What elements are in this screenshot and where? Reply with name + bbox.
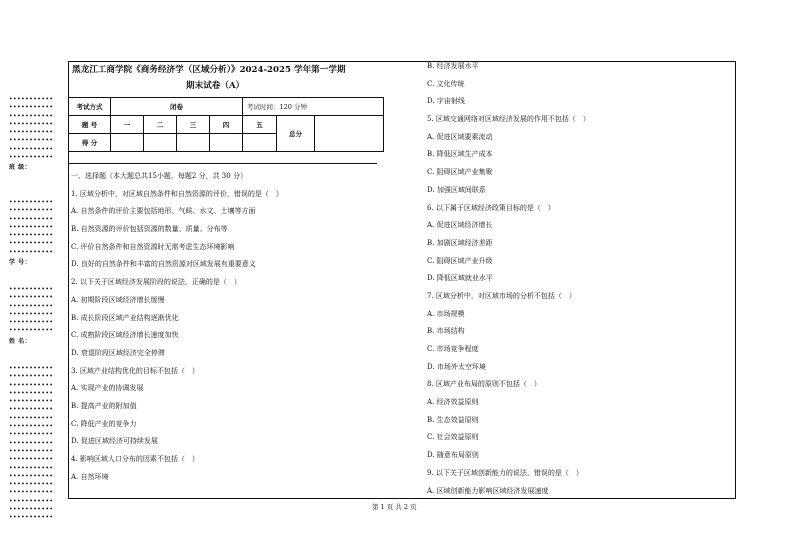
question-no-label: 题 号 bbox=[69, 116, 111, 134]
binding-dots: ••••••••••• bbox=[9, 302, 54, 310]
binding-dots: ••••••••••• bbox=[9, 286, 54, 293]
exam-mode-label: 考试方式 bbox=[69, 98, 111, 116]
binding-dots: ••••••••••• bbox=[9, 472, 54, 480]
binding-dots: ••••••••••• bbox=[9, 104, 54, 112]
question-no: 四 bbox=[210, 116, 243, 134]
question-line: 2. 以下关于区域经济发展阶段的说法，正确的是（ ） bbox=[71, 278, 241, 287]
question-line: C. 阻碍区域产业升级 bbox=[427, 256, 493, 265]
score-cell[interactable] bbox=[144, 134, 177, 152]
question-line: A. 区域创新能力影响区域经济发展速度 bbox=[427, 486, 549, 495]
binding-dots: ••••••••••• bbox=[9, 145, 54, 153]
total-score-cell[interactable] bbox=[315, 116, 384, 152]
binding-dots: ••••••••••• bbox=[9, 120, 54, 128]
left-column bbox=[71, 168, 283, 486]
binding-dots: ••••••••••• bbox=[9, 96, 54, 103]
question-line: 4. 影响区域人口分布的因素不包括（ ） bbox=[71, 455, 199, 463]
question-line: A. 促进区域经济增长 bbox=[427, 221, 493, 230]
binding-id bbox=[9, 199, 53, 273]
question-line: A. 实现产业的协调发展 bbox=[71, 384, 144, 393]
question-line: C. 市场竞争程度 bbox=[427, 345, 479, 353]
binding-dots: ••••••••••• bbox=[9, 310, 54, 318]
exam-time: 考试时间：120 分钟 bbox=[243, 98, 384, 116]
question-no: 三 bbox=[177, 116, 210, 134]
binding-dots: ••••••••••• bbox=[9, 514, 54, 522]
question-no: 一 bbox=[111, 116, 144, 134]
score-cell[interactable] bbox=[177, 134, 210, 152]
exam-title: 黑龙江工商学院《商务经济学（区域分析）》2024-2025 学年第一学期 bbox=[72, 65, 346, 75]
binding-dots: ••••••••••• bbox=[9, 223, 54, 231]
page-footer: 第 1 页 共 2 页 bbox=[372, 503, 417, 511]
question-line: C. 社会效益原则 bbox=[427, 433, 479, 442]
binding-dots bbox=[9, 365, 53, 523]
divider bbox=[68, 163, 377, 164]
question-line: 6. 以下属于区域经济政策目标的是（ ） bbox=[427, 203, 555, 212]
binding-dots: ••••••••••• bbox=[9, 414, 54, 422]
binding-class bbox=[9, 96, 53, 179]
question-line: C. 评价自然条件和自然资源时无需考虑生态环境影响 bbox=[71, 242, 235, 251]
binding-dots: ••••••••••• bbox=[9, 373, 54, 381]
binding-name bbox=[9, 286, 53, 352]
binding-dots: ••••••••••• bbox=[9, 489, 54, 497]
binding-dots: ••••••••••• bbox=[9, 112, 54, 120]
question-line: B. 加剧区域经济差距 bbox=[427, 238, 493, 247]
binding-dots: ••••••••••• bbox=[9, 423, 54, 431]
question-line: A. 促进区域要素流动 bbox=[427, 132, 493, 141]
binding-label: 姓 名： bbox=[9, 337, 32, 345]
binding-label: 学 号： bbox=[9, 259, 32, 267]
binding-dots: ••••••••••• bbox=[9, 248, 54, 256]
binding-dots: ••••••••••• bbox=[9, 406, 54, 414]
question-line: B. 自然资源的评价包括资源的数量、质量、分布等 bbox=[71, 225, 228, 234]
binding-dots: ••••••••••• bbox=[9, 154, 54, 162]
question-line: D. 随意布局原则 bbox=[427, 451, 479, 460]
binding-dots: ••••••••••• bbox=[9, 497, 54, 505]
question-line: C. 降低产业的竞争力 bbox=[71, 419, 137, 428]
binding-dots: ••••••••••• bbox=[9, 389, 54, 397]
question-line: D. 促进区域经济可持续发展 bbox=[71, 437, 158, 446]
binding-dots: ••••••••••• bbox=[9, 398, 54, 406]
question-line: 7. 区域分析中，对区域市场的分析不包括（ ） bbox=[427, 291, 576, 300]
question-no: 二 bbox=[144, 116, 177, 134]
question-line: A. 自然环境 bbox=[71, 472, 109, 481]
binding-dots: ••••••••••• bbox=[9, 464, 54, 472]
question-line: D. 衰退阶段区域经济完全停滞 bbox=[71, 348, 165, 357]
question-line: B. 降低区域生产成本 bbox=[427, 150, 493, 159]
right-column bbox=[427, 58, 590, 500]
exam-mode: 闭卷 bbox=[111, 98, 243, 116]
question-line: D. 市场外太空环境 bbox=[427, 362, 486, 371]
binding-dots: ••••••••••• bbox=[9, 431, 54, 439]
question-line: D. 良好的自然条件和丰富的自然资源对区域发展有重要意义 bbox=[71, 260, 256, 269]
binding-dots: ••••••••••• bbox=[9, 456, 54, 464]
total-label: 总分 bbox=[277, 116, 315, 152]
question-line: 1. 区域分析中，对区域自然条件和自然资源的评价，错误的是（ ） bbox=[71, 189, 283, 198]
binding-dots: ••••••••••• bbox=[9, 381, 54, 389]
binding-dots: ••••••••••• bbox=[9, 199, 54, 206]
score-cell[interactable] bbox=[243, 134, 277, 152]
binding-dots: ••••••••••• bbox=[9, 294, 54, 302]
score-table bbox=[68, 97, 384, 152]
binding-label: 班 级： bbox=[9, 164, 32, 172]
question-line: A. 经济效益原则 bbox=[427, 398, 479, 407]
score-label: 得 分 bbox=[69, 134, 111, 152]
question-line: C. 成熟阶段区域经济增长速度加快 bbox=[71, 331, 179, 340]
question-line: B. 成长阶段区域产业结构逐渐优化 bbox=[71, 313, 179, 322]
question-line: C. 文化传统 bbox=[427, 79, 465, 88]
question-line: A. 市场规模 bbox=[427, 309, 465, 318]
binding-dots: ••••••••••• bbox=[9, 447, 54, 455]
question-line: C. 阻碍区域产业集聚 bbox=[427, 168, 493, 177]
binding-dots: ••••••••••• bbox=[9, 129, 54, 137]
binding-dots: ••••••••••• bbox=[9, 439, 54, 447]
binding-dots: ••••••••••• bbox=[9, 232, 54, 240]
binding-dots: ••••••••••• bbox=[9, 319, 54, 327]
exam-subtitle: 期末试卷（A） bbox=[186, 81, 245, 91]
question-line: 8. 区域产业布局的原则不包括（ ） bbox=[427, 380, 541, 389]
binding-dots: ••••••••••• bbox=[9, 506, 54, 514]
question-line: 5. 区域交通网络对区域经济发展的作用不包括（ ） bbox=[427, 115, 590, 124]
question-no: 五 bbox=[243, 116, 277, 134]
question-line: B. 经济发展水平 bbox=[427, 62, 479, 70]
question-line: D. 加强区域间联系 bbox=[427, 185, 486, 194]
question-line: B. 市场结构 bbox=[427, 327, 465, 336]
question-line: A. 初期阶段区域经济增长缓慢 bbox=[71, 295, 165, 304]
binding-dots: ••••••••••• bbox=[9, 240, 54, 248]
question-line: D. 降低区域就业水平 bbox=[427, 274, 493, 283]
question-line: D. 宇宙射线 bbox=[427, 97, 465, 106]
question-line: 一、选择题（本大题总共15小题，每题2 分，共 30 分） bbox=[71, 172, 247, 180]
binding-dots: ••••••••••• bbox=[9, 137, 54, 145]
question-line: B. 提高产业的附加值 bbox=[71, 401, 137, 410]
question-line: A. 自然条件的评价主要包括地形、气候、水文、土壤等方面 bbox=[71, 207, 256, 216]
binding-dots: ••••••••••• bbox=[9, 327, 54, 335]
question-line: 9. 以下关于区域创新能力的说法，错误的是（ ） bbox=[427, 468, 583, 477]
score-cell[interactable] bbox=[111, 134, 144, 152]
binding-dots: ••••••••••• bbox=[9, 481, 54, 489]
question-line: B. 生态效益原则 bbox=[427, 415, 479, 424]
binding-dots: ••••••••••• bbox=[9, 365, 54, 372]
question-line: 3. 区域产业结构优化的目标不包括（ ） bbox=[71, 366, 199, 375]
binding-dots: ••••••••••• bbox=[9, 215, 54, 223]
binding-dots: ••••••••••• bbox=[9, 207, 54, 215]
score-cell[interactable] bbox=[210, 134, 243, 152]
